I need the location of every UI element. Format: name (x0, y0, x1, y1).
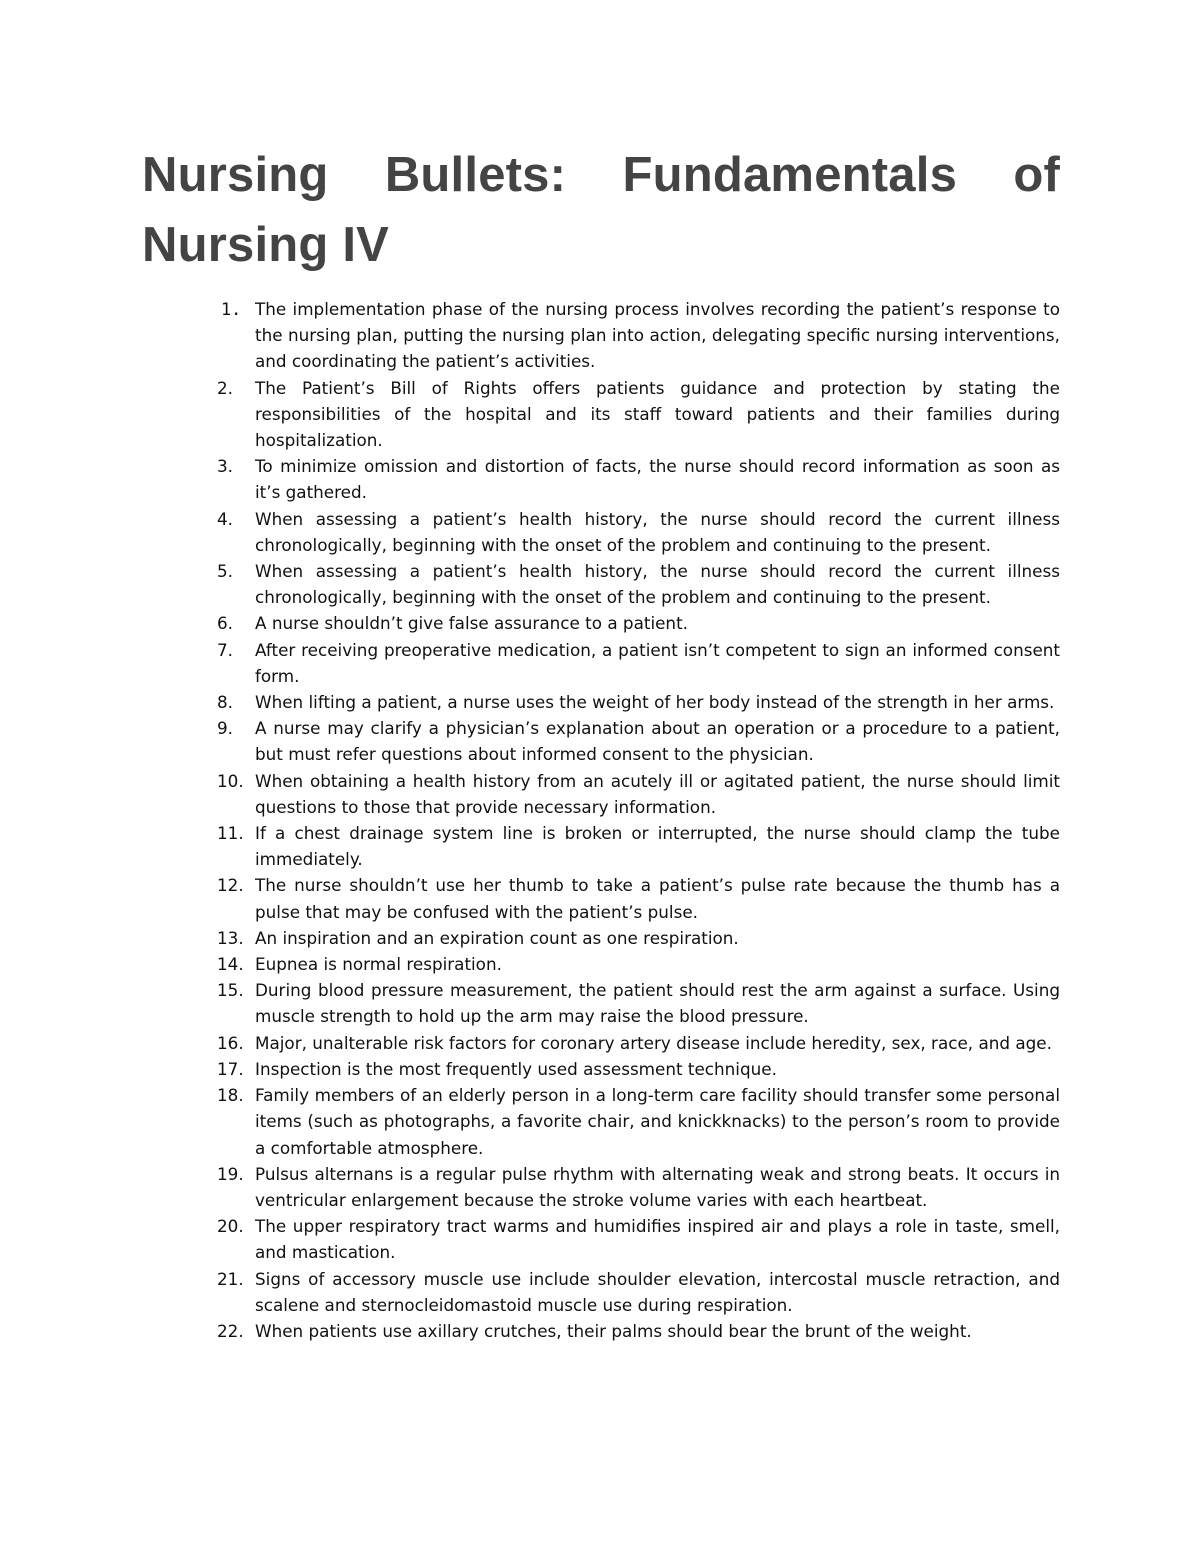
list-item-number: 14. (217, 954, 244, 975)
list-item (141, 610, 1060, 636)
list-item-number: 5. (217, 561, 234, 582)
list-item (141, 506, 1060, 558)
list-item (141, 296, 1060, 375)
list-item-number: 22. (217, 1320, 244, 1341)
list-item (141, 375, 1060, 454)
list-item-text: When patients use axillary crutches, their palms should bear the brunt of the weight. (255, 1320, 972, 1341)
list-item-number: 13. (217, 927, 244, 948)
list-item-number: 7. (217, 639, 234, 660)
list-item (141, 977, 1060, 1029)
list-item-text: During blood pressure measurement, the patient should rest the arm against a surface. Using muscle strength to hold up the arm may raise the blood pressure. (255, 980, 1060, 1027)
list-item (141, 689, 1060, 715)
list-item-number: 16. (217, 1032, 244, 1053)
list-item-text: The Patient’s Bill of Rights offers patients guidance and protection by stating the responsibilities of the hospital and its staff toward patients and their families during hospitalization. (255, 377, 1060, 451)
list-item-number: 17. (217, 1058, 244, 1079)
list-item-number: 10. (217, 770, 244, 791)
title-line-1: Nursing Bullets: Fundamentals of (142, 148, 1060, 202)
list-item-text: Pulsus alternans is a regular pulse rhythm with alternating weak and strong beats. It occurs in ventricular enlargement because the stroke volume varies with each heartbeat. (255, 1163, 1060, 1210)
list-item-text: When lifting a patient, a nurse uses the weight of her body instead of the strength in her arms. (255, 692, 1055, 713)
list-item (141, 1082, 1060, 1161)
list-item (141, 1056, 1060, 1082)
list-item-text: Major, unalterable risk factors for coronary artery disease include heredity, sex, race, and age. (255, 1032, 1052, 1053)
list-item-text: Family members of an elderly person in a long-term care facility should transfer some personal items (such as photographs, a favorite chair, and knickknacks) to the person’s room to provide a comfortable atmosphere. (255, 1085, 1060, 1158)
title-line-2: Nursing IV (142, 218, 390, 272)
list-item (141, 1030, 1060, 1056)
list-item-number: 15. (217, 980, 244, 1001)
list-item-number: 1. (221, 299, 242, 319)
list-item-text: After receiving preoperative medication, a patient isn’t competent to sign an informed consent form. (255, 639, 1060, 686)
list-item-number: 19. (217, 1163, 244, 1184)
list-item-number: 2. (217, 377, 234, 398)
list-item-number: 8. (217, 692, 234, 713)
list-item-text: The upper respiratory tract warms and humidifies inspired air and plays a role in taste, smell, and mastication. (255, 1216, 1060, 1263)
list-item-number: 18. (217, 1085, 244, 1106)
list-item (141, 637, 1060, 689)
list-item-number: 20. (217, 1216, 244, 1237)
list-item-number: 12. (217, 875, 244, 896)
list-item-number: 6. (217, 613, 234, 634)
bullet-list (142, 296, 1060, 1344)
list-item-number: 4. (217, 508, 234, 529)
list-item-text: To minimize omission and distortion of facts, the nurse should record information as soon as it’s gathered. (255, 456, 1060, 503)
list-item-text: If a chest drainage system line is broken or interrupted, the nurse should clamp the tube immediately. (255, 823, 1060, 870)
list-item (141, 872, 1060, 924)
list-item-number: 9. (217, 718, 234, 739)
list-item-text: Inspection is the most frequently used assessment technique. (255, 1058, 777, 1079)
list-item-text: When assessing a patient’s health history, the nurse should record the current illness chronologically, beginning with the onset of the problem and continuing to the present. (255, 561, 1060, 608)
list-item-number: 11. (217, 823, 244, 844)
list-item (141, 768, 1060, 820)
list-item (141, 1213, 1060, 1265)
list-item (141, 925, 1060, 951)
list-item-number: 3. (217, 456, 234, 477)
list-item-text: When assessing a patient’s health history, the nurse should record the current illness chronologically, beginning with the onset of the problem and continuing to the present. (255, 508, 1060, 555)
list-item (141, 820, 1060, 872)
list-item (141, 558, 1060, 610)
list-item (141, 1266, 1060, 1318)
list-item (141, 951, 1060, 977)
list-item-text: The nurse shouldn’t use her thumb to take a patient’s pulse rate because the thumb has a pulse that may be confused with the patient’s pulse. (255, 875, 1060, 922)
list-item-text: A nurse shouldn’t give false assurance to a patient. (255, 613, 688, 634)
document-page (142, 140, 1060, 1344)
list-item-text: When obtaining a health history from an acutely ill or agitated patient, the nurse should limit questions to those that provide necessary information. (255, 770, 1060, 817)
list-item-number: 21. (217, 1268, 244, 1289)
list-item (141, 453, 1060, 505)
list-item-text: Eupnea is normal respiration. (255, 954, 502, 975)
list-item (141, 1318, 1060, 1344)
list-item-text: The implementation phase of the nursing process involves recording the patient’s response to the nursing plan, putting the nursing plan into action, delegating specific nursing interventions, and coordinating the patient’s activities. (255, 299, 1060, 372)
list-item (141, 715, 1060, 767)
document-title (142, 140, 1060, 280)
list-item-text: An inspiration and an expiration count as one respiration. (255, 927, 739, 948)
list-item (141, 1161, 1060, 1213)
list-item-text: Signs of accessory muscle use include shoulder elevation, intercostal muscle retraction, and scalene and sternocleidomastoid muscle use during respiration. (255, 1268, 1060, 1315)
list-item-text: A nurse may clarify a physician’s explanation about an operation or a procedure to a patient, but must refer questions about informed consent to the physician. (255, 718, 1060, 765)
